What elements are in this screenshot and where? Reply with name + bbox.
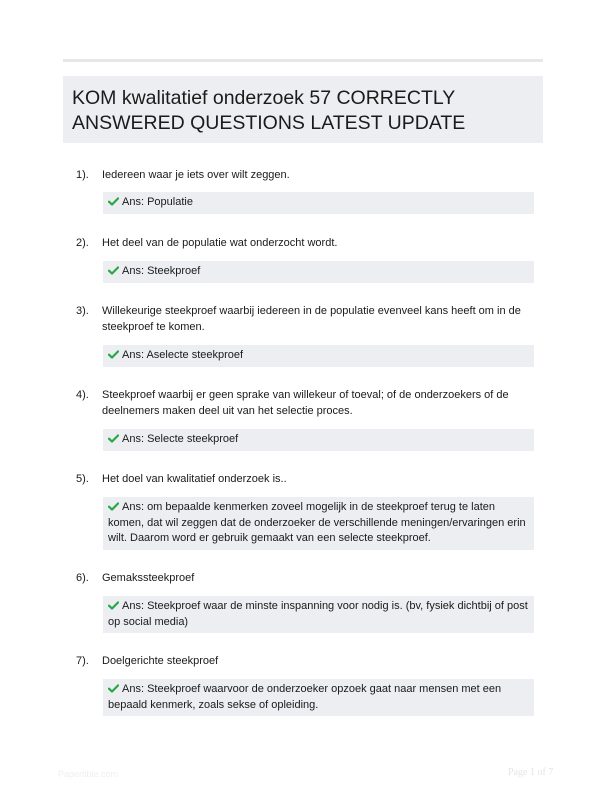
answer-box bbox=[103, 596, 534, 633]
question-number: 2). bbox=[76, 237, 89, 249]
check-icon bbox=[108, 601, 119, 610]
question-number: 3). bbox=[76, 305, 89, 317]
top-divider bbox=[63, 59, 543, 62]
answer-box bbox=[103, 679, 534, 716]
question-number: 4). bbox=[76, 389, 89, 401]
answer-box bbox=[103, 192, 534, 214]
check-icon bbox=[108, 197, 119, 206]
answer-box bbox=[103, 261, 534, 283]
title-box bbox=[63, 76, 543, 143]
answer-text: Ans: Selecte steekproef bbox=[122, 433, 239, 445]
question-text: Het doel van kwalitatief onderzoek is.. bbox=[102, 473, 287, 485]
question-text: Steekproef waarbij er geen sprake van willekeur of toeval; of de onderzoekers of de deelnemers maken deel uit van het selectie proces. bbox=[102, 389, 509, 417]
check-icon bbox=[108, 434, 119, 443]
document-title: KOM kwalitatief onderzoek 57 CORRECTLY ANSWERED QUESTIONS LATEST UPDATE bbox=[72, 87, 466, 134]
question-number: 1). bbox=[76, 169, 89, 181]
question-number: 6). bbox=[76, 572, 89, 584]
question-text: Het deel van de populatie wat onderzocht wordt. bbox=[102, 237, 338, 249]
question-number: 7). bbox=[76, 655, 89, 667]
footer-site: Papertible.com bbox=[58, 769, 119, 779]
answer-text: Ans: Steekproef bbox=[122, 265, 201, 277]
check-icon bbox=[108, 684, 119, 693]
check-icon bbox=[108, 502, 119, 511]
question-text: Iedereen waar je iets over wilt zeggen. bbox=[102, 169, 290, 181]
answer-text: Ans: om bepaalde kenmerken zoveel mogelijk in de steekproef terug te laten komen, dat wil zeggen dat de onderzoeker de verschillende meningen/ervaringen erin wilt. Daarom word er gebruik gemaakt van een selecte steekproef. bbox=[108, 501, 526, 544]
answer-box bbox=[103, 345, 534, 367]
question-number: 5). bbox=[76, 473, 89, 485]
question-text: Willekeurige steekproef waarbij iedereen in de populatie evenveel kans heeft om in de steekproef te komen. bbox=[102, 305, 521, 333]
check-icon bbox=[108, 350, 119, 359]
answer-box bbox=[103, 429, 534, 451]
answer-text: Ans: Populatie bbox=[122, 196, 193, 208]
footer-page-number: Page 1 of 7 bbox=[508, 767, 554, 778]
answer-text: Ans: Aselecte steekproef bbox=[122, 349, 244, 361]
answer-text: Ans: Steekproef waar de minste inspanning voor nodig is. (bv, fysiek dichtbij of post op social media) bbox=[108, 600, 528, 628]
check-icon bbox=[108, 266, 119, 275]
question-text: Doelgerichte steekproef bbox=[102, 655, 219, 667]
answer-text: Ans: Steekproef waarvoor de onderzoeker opzoek gaat naar mensen met een bepaald kenmerk, zoals sekse of opleiding. bbox=[108, 683, 502, 711]
answer-box bbox=[103, 497, 534, 550]
question-text: Gemakssteekproef bbox=[102, 572, 195, 584]
